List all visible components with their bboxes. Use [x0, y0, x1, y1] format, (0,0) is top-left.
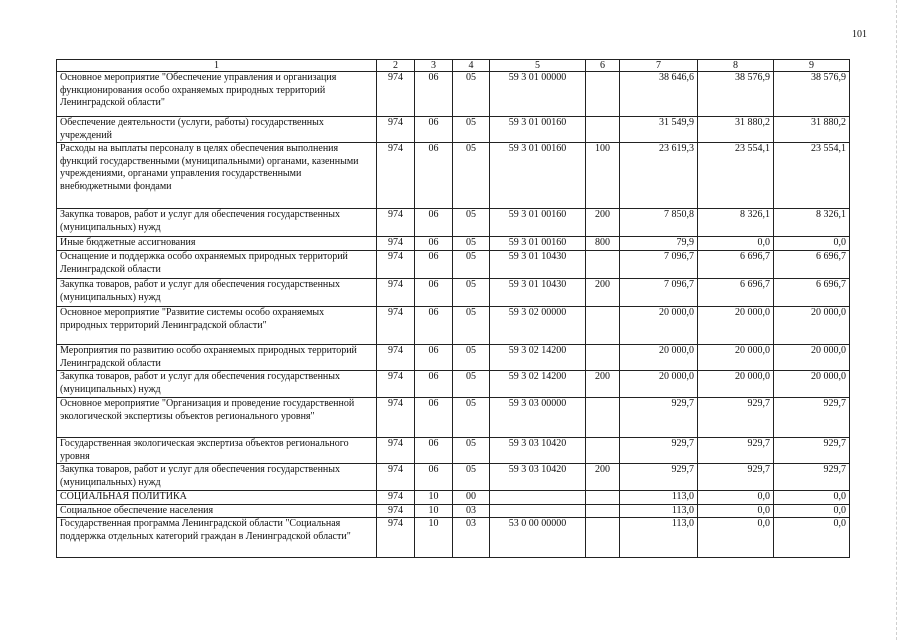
- table-cell-type: [586, 251, 620, 279]
- table-cell-code: 974: [377, 251, 415, 279]
- table-cell-v3: 929,7: [774, 464, 850, 491]
- table-cell-v2: 0,0: [698, 237, 774, 251]
- table-cell-section: 06: [415, 345, 453, 371]
- table-cell-v2: 0,0: [698, 504, 774, 518]
- table-cell-section: 06: [415, 237, 453, 251]
- table-cell-article: 59 3 01 00160: [490, 117, 586, 143]
- table-cell-name: Основное мероприятие "Развитие системы особо охраняемых природных территорий Ленинградской области": [57, 307, 377, 345]
- table-cell-article: 59 3 03 10420: [490, 438, 586, 464]
- table-cell-article: [490, 504, 586, 518]
- column-header: 5: [490, 60, 586, 72]
- table-header-row: [57, 60, 850, 72]
- table-cell-section: 10: [415, 491, 453, 505]
- table-row: [57, 307, 850, 345]
- table-cell-name: Иные бюджетные ассигнования: [57, 237, 377, 251]
- table-cell-article: 59 3 02 14200: [490, 371, 586, 398]
- column-header: 6: [586, 60, 620, 72]
- table-row: [57, 345, 850, 371]
- table-cell-code: 974: [377, 438, 415, 464]
- table-cell-type: 200: [586, 371, 620, 398]
- table-cell-v3: 0,0: [774, 491, 850, 505]
- table-row: [57, 371, 850, 398]
- table-row: [57, 237, 850, 251]
- table-cell-v1: 38 646,6: [620, 72, 698, 117]
- table-cell-type: 800: [586, 237, 620, 251]
- table-cell-v1: 20 000,0: [620, 307, 698, 345]
- table-cell-v1: 23 619,3: [620, 143, 698, 209]
- table-cell-section: 06: [415, 464, 453, 491]
- table-cell-article: 59 3 01 00000: [490, 72, 586, 117]
- table-cell-v1: 929,7: [620, 438, 698, 464]
- table-cell-v2: 8 326,1: [698, 209, 774, 237]
- table-row: [57, 117, 850, 143]
- table-cell-subsection: 05: [453, 72, 490, 117]
- table-cell-code: 974: [377, 143, 415, 209]
- table-cell-article: 59 3 01 00160: [490, 143, 586, 209]
- table-cell-section: 06: [415, 279, 453, 307]
- table-cell-article: 59 3 01 00160: [490, 237, 586, 251]
- table-cell-name: Основное мероприятие "Обеспечение управления и организация функционирования особо охраняемых природных территорий Ленинградской области": [57, 72, 377, 117]
- table-cell-code: 974: [377, 237, 415, 251]
- table-cell-code: 974: [377, 398, 415, 438]
- table-cell-type: [586, 307, 620, 345]
- table-cell-section: 06: [415, 209, 453, 237]
- table-cell-article: 59 3 02 00000: [490, 307, 586, 345]
- table-row: [57, 279, 850, 307]
- table-cell-name: Социальное обеспечение населения: [57, 504, 377, 518]
- table-cell-code: 974: [377, 72, 415, 117]
- table-cell-section: 06: [415, 143, 453, 209]
- column-header: 9: [774, 60, 850, 72]
- table-cell-section: 06: [415, 72, 453, 117]
- table-cell-type: 200: [586, 279, 620, 307]
- table-cell-v3: 929,7: [774, 438, 850, 464]
- table-cell-name: Государственная программа Ленинградской области "Социальная поддержка отдельных категорий граждан в Ленинградской области": [57, 518, 377, 558]
- table-cell-type: [586, 117, 620, 143]
- table-cell-v1: 79,9: [620, 237, 698, 251]
- table-cell-subsection: 05: [453, 117, 490, 143]
- table-cell-v1: 113,0: [620, 518, 698, 558]
- scan-edge-line: [896, 0, 898, 640]
- table-cell-name: Обеспечение деятельности (услуги, работы) государственных учреждений: [57, 117, 377, 143]
- table-cell-v1: 929,7: [620, 398, 698, 438]
- table-cell-v2: 6 696,7: [698, 251, 774, 279]
- table-cell-type: 200: [586, 209, 620, 237]
- table-cell-section: 06: [415, 438, 453, 464]
- table-cell-subsection: 05: [453, 251, 490, 279]
- table-cell-subsection: 05: [453, 307, 490, 345]
- table-cell-v2: 0,0: [698, 491, 774, 505]
- table-cell-section: 10: [415, 504, 453, 518]
- table-cell-v1: 7 096,7: [620, 251, 698, 279]
- table-cell-v2: 23 554,1: [698, 143, 774, 209]
- table-cell-type: [586, 345, 620, 371]
- table-cell-section: 06: [415, 251, 453, 279]
- table-cell-name: Закупка товаров, работ и услуг для обеспечения государственных (муниципальных) нужд: [57, 279, 377, 307]
- table-cell-v2: 20 000,0: [698, 371, 774, 398]
- table-cell-type: 100: [586, 143, 620, 209]
- table-cell-code: 974: [377, 518, 415, 558]
- table-cell-v3: 8 326,1: [774, 209, 850, 237]
- table-cell-v1: 7 096,7: [620, 279, 698, 307]
- table-cell-code: 974: [377, 117, 415, 143]
- table-cell-section: 10: [415, 518, 453, 558]
- table-cell-v2: 31 880,2: [698, 117, 774, 143]
- table-cell-code: 974: [377, 491, 415, 505]
- column-header: 7: [620, 60, 698, 72]
- table-cell-section: 06: [415, 371, 453, 398]
- table-cell-v3: 23 554,1: [774, 143, 850, 209]
- table-cell-subsection: 00: [453, 491, 490, 505]
- page-number: 101: [852, 29, 867, 40]
- table-cell-subsection: 05: [453, 279, 490, 307]
- table-cell-type: [586, 398, 620, 438]
- table-cell-subsection: 05: [453, 237, 490, 251]
- column-header: 2: [377, 60, 415, 72]
- table-cell-subsection: 05: [453, 464, 490, 491]
- table-cell-v3: 38 576,9: [774, 72, 850, 117]
- table-cell-v3: 6 696,7: [774, 251, 850, 279]
- table-cell-v3: 20 000,0: [774, 371, 850, 398]
- table-row: [57, 438, 850, 464]
- table-row: [57, 143, 850, 209]
- table-cell-v2: 929,7: [698, 398, 774, 438]
- table-cell-type: [586, 518, 620, 558]
- table-cell-subsection: 05: [453, 209, 490, 237]
- table-cell-v3: 20 000,0: [774, 345, 850, 371]
- table-cell-v2: 929,7: [698, 438, 774, 464]
- table-cell-v3: 0,0: [774, 518, 850, 558]
- table-cell-v1: 20 000,0: [620, 345, 698, 371]
- table-cell-v3: 31 880,2: [774, 117, 850, 143]
- table-row: [57, 518, 850, 558]
- table-row: [57, 504, 850, 518]
- table-cell-type: [586, 491, 620, 505]
- table-row: [57, 398, 850, 438]
- table-cell-name: Закупка товаров, работ и услуг для обеспечения государственных (муниципальных) нужд: [57, 464, 377, 491]
- column-header: 3: [415, 60, 453, 72]
- table-cell-name: СОЦИАЛЬНАЯ ПОЛИТИКА: [57, 491, 377, 505]
- table-row: [57, 491, 850, 505]
- table-cell-article: 59 3 01 00160: [490, 209, 586, 237]
- table-cell-name: Расходы на выплаты персоналу в целях обеспечения выполнения функций государственными (муниципальными) органами, казенными учреждениями, органами управления государственными внебюджетными фондами: [57, 143, 377, 209]
- table-cell-name: Мероприятия по развитию особо охраняемых природных территорий Ленинградской области: [57, 345, 377, 371]
- table-cell-article: 59 3 01 10430: [490, 279, 586, 307]
- table-cell-subsection: 03: [453, 518, 490, 558]
- table-cell-v1: 929,7: [620, 464, 698, 491]
- budget-table: [56, 59, 850, 558]
- table-cell-v2: 38 576,9: [698, 72, 774, 117]
- table-cell-article: 59 3 01 10430: [490, 251, 586, 279]
- table-cell-v3: 0,0: [774, 504, 850, 518]
- table-cell-subsection: 05: [453, 438, 490, 464]
- table-cell-v1: 7 850,8: [620, 209, 698, 237]
- table-cell-v2: 929,7: [698, 464, 774, 491]
- table-cell-v1: 31 549,9: [620, 117, 698, 143]
- table-cell-v2: 6 696,7: [698, 279, 774, 307]
- table-cell-v1: 20 000,0: [620, 371, 698, 398]
- table-cell-code: 974: [377, 307, 415, 345]
- table-cell-article: [490, 491, 586, 505]
- table-row: [57, 464, 850, 491]
- column-header: 8: [698, 60, 774, 72]
- table-cell-name: Государственная экологическая экспертиза объектов регионального уровня: [57, 438, 377, 464]
- table-row: [57, 251, 850, 279]
- table-cell-code: 974: [377, 345, 415, 371]
- table-cell-code: 974: [377, 504, 415, 518]
- table-cell-name: Закупка товаров, работ и услуг для обеспечения государственных (муниципальных) нужд: [57, 371, 377, 398]
- table-cell-subsection: 05: [453, 398, 490, 438]
- table-cell-v3: 20 000,0: [774, 307, 850, 345]
- table-cell-type: 200: [586, 464, 620, 491]
- table-cell-v1: 113,0: [620, 504, 698, 518]
- table-cell-v3: 0,0: [774, 237, 850, 251]
- table-cell-article: 59 3 03 00000: [490, 398, 586, 438]
- table-cell-article: 59 3 02 14200: [490, 345, 586, 371]
- table-cell-article: 59 3 03 10420: [490, 464, 586, 491]
- table-cell-v2: 0,0: [698, 518, 774, 558]
- table-row: [57, 209, 850, 237]
- table-row: [57, 72, 850, 117]
- table-cell-name: Основное мероприятие "Организация и проведение государственной экологической экспертизы объектов регионального уровня": [57, 398, 377, 438]
- table-cell-name: Оснащение и поддержка особо охраняемых природных территорий Ленинградской области: [57, 251, 377, 279]
- column-header: 1: [57, 60, 377, 72]
- table-cell-code: 974: [377, 371, 415, 398]
- table-cell-v2: 20 000,0: [698, 345, 774, 371]
- table-cell-v2: 20 000,0: [698, 307, 774, 345]
- table-cell-subsection: 05: [453, 371, 490, 398]
- table-cell-name: Закупка товаров, работ и услуг для обеспечения государственных (муниципальных) нужд: [57, 209, 377, 237]
- table-cell-section: 06: [415, 117, 453, 143]
- table-cell-type: [586, 72, 620, 117]
- table-cell-code: 974: [377, 464, 415, 491]
- table-cell-subsection: 03: [453, 504, 490, 518]
- table-cell-type: [586, 504, 620, 518]
- table-cell-article: 53 0 00 00000: [490, 518, 586, 558]
- table-cell-v3: 6 696,7: [774, 279, 850, 307]
- table-cell-v1: 113,0: [620, 491, 698, 505]
- table-cell-subsection: 05: [453, 143, 490, 209]
- table-cell-section: 06: [415, 307, 453, 345]
- table-cell-code: 974: [377, 209, 415, 237]
- table-cell-section: 06: [415, 398, 453, 438]
- table-cell-code: 974: [377, 279, 415, 307]
- table-body: [57, 72, 850, 558]
- table-cell-subsection: 05: [453, 345, 490, 371]
- table-cell-v3: 929,7: [774, 398, 850, 438]
- column-header: 4: [453, 60, 490, 72]
- table-cell-type: [586, 438, 620, 464]
